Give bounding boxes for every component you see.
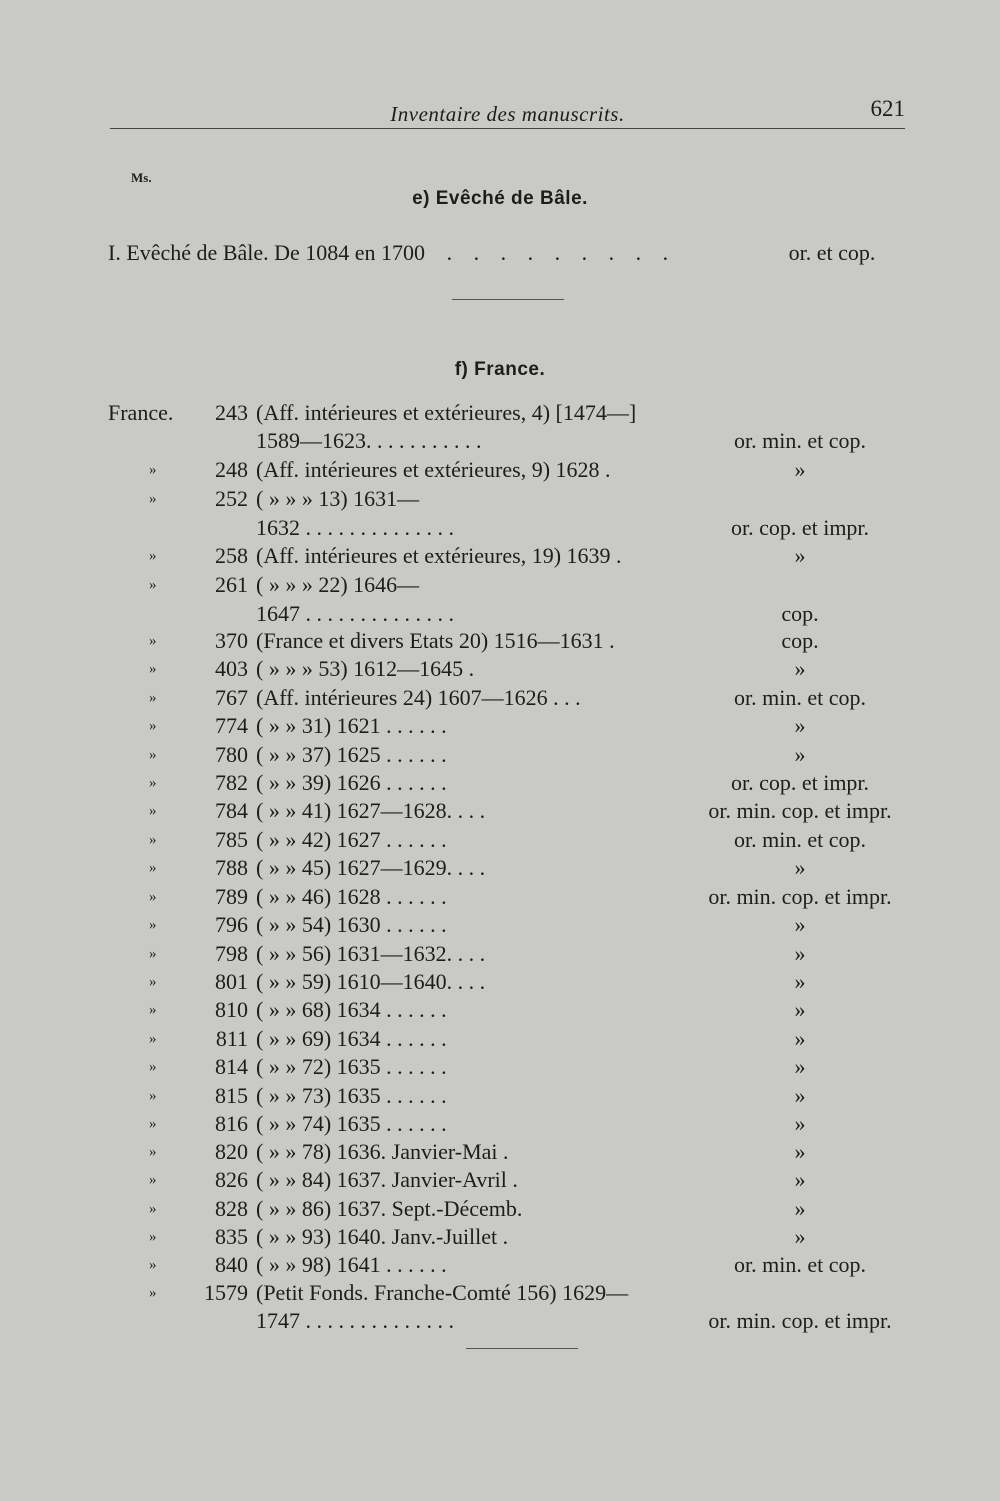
entry-status: » [794, 912, 806, 937]
list-item [0, 742, 1000, 770]
entry-description: ( » » 84) 1637. Janvier-Avril . [256, 1167, 518, 1192]
list-item [0, 997, 1000, 1025]
entry-description: ( » » 39) 1626 . . . . . . [256, 770, 447, 795]
entry-description: ( » » 46) 1628 . . . . . . [256, 884, 447, 909]
list-item-continuation [0, 1308, 1000, 1336]
list-item [0, 1280, 1000, 1308]
entry-status: » [794, 742, 806, 767]
entry-description: 1647 . . . . . . . . . . . . . . [256, 601, 454, 626]
manuscript-number: 835 [215, 1224, 248, 1249]
manuscript-number: 816 [215, 1111, 248, 1136]
row-label: France. [108, 400, 174, 425]
list-item [0, 1026, 1000, 1054]
entry-text: I. Evêché de Bâle. De 1084 en 1700 [108, 240, 426, 265]
header-rule [110, 128, 905, 129]
running-title: Inventaire des manuscrits. [390, 102, 625, 126]
section-title-france: f) France. [454, 359, 546, 380]
manuscript-number: 258 [215, 543, 248, 568]
list-item [0, 1083, 1000, 1111]
list-item [0, 798, 1000, 826]
entry-status: » [794, 941, 806, 966]
manuscript-number: 810 [215, 997, 248, 1022]
row-label: » [149, 946, 157, 962]
entry-status: or. cop. et impr. [730, 770, 870, 795]
manuscript-number: 788 [215, 855, 248, 880]
row-label: » [149, 775, 157, 791]
list-item-continuation [0, 601, 1000, 629]
entry-description: 1589—1623. . . . . . . . . . . [256, 428, 482, 453]
list-item [0, 855, 1000, 883]
section-title-eveche-de-bale: e) Evêché de Bâle. [412, 188, 588, 209]
list-item [0, 572, 1000, 600]
entry-status: or. min. cop. et impr. [708, 798, 892, 823]
running-head [110, 96, 905, 130]
row-label: » [149, 1257, 157, 1273]
entry-description: ( » » 93) 1640. Janv.-Juillet . [256, 1224, 509, 1249]
entry-description: 1747 . . . . . . . . . . . . . . [256, 1308, 454, 1333]
list-item [0, 770, 1000, 798]
entry-description: ( » » 68) 1634 . . . . . . [256, 997, 447, 1022]
manuscript-number: 801 [215, 969, 248, 994]
row-label: » [149, 917, 157, 933]
entry-description: (Petit Fonds. Franche-Comté 156) 1629— [256, 1280, 629, 1305]
entry-status: or. min. et cop. [734, 685, 866, 710]
entry-description: ( » » 74) 1635 . . . . . . [256, 1111, 447, 1136]
entry-status: or. min. et cop. [734, 428, 866, 453]
entry-description: ( » » 86) 1637. Sept.-Décemb. [256, 1196, 523, 1221]
list-item-continuation [0, 515, 1000, 543]
list-item [0, 543, 1000, 571]
row-label: » [149, 1201, 157, 1217]
list-item-continuation [0, 428, 1000, 456]
entry-description: 1632 . . . . . . . . . . . . . . [256, 515, 454, 540]
manuscript-number: 826 [215, 1167, 248, 1192]
entry-status: or. min. et cop. [734, 1252, 866, 1277]
entry-status: » [794, 969, 806, 994]
list-item [0, 912, 1000, 940]
manuscript-number: 820 [215, 1139, 248, 1164]
entry-eveche-de-bale [108, 240, 676, 266]
entry-status: cop. [781, 601, 819, 626]
entry-status: » [794, 656, 806, 681]
entry-description: ( » » » 22) 1646— [256, 572, 420, 597]
end-divider [466, 1348, 578, 1349]
entry-description: ( » » 45) 1627—1629. . . . [256, 855, 486, 880]
list-item [0, 1252, 1000, 1280]
list-item [0, 685, 1000, 713]
list-item [0, 457, 1000, 485]
entry-status: or. cop. et impr. [730, 515, 870, 540]
entry-description: ( » » 54) 1630 . . . . . . [256, 912, 447, 937]
entry-description: ( » » 98) 1641 . . . . . . [256, 1252, 447, 1277]
list-item [0, 941, 1000, 969]
row-label: » [149, 577, 157, 593]
row-label: » [149, 1031, 157, 1047]
section-divider [452, 299, 564, 300]
row-label: » [149, 690, 157, 706]
entry-description: (France et divers Etats 20) 1516—1631 . [256, 628, 615, 653]
manuscript-number: 784 [215, 798, 248, 823]
row-label: » [149, 661, 157, 677]
entry-status: » [794, 1026, 806, 1051]
manuscript-number: 811 [215, 1026, 248, 1051]
list-item [0, 969, 1000, 997]
manuscript-number: 243 [215, 400, 248, 425]
row-label: » [149, 974, 157, 990]
row-label: » [149, 1285, 157, 1301]
row-label: » [149, 747, 157, 763]
manuscript-number: 1579 [204, 1280, 248, 1305]
manuscript-number: 780 [215, 742, 248, 767]
row-label: » [149, 462, 157, 478]
list-item [0, 1139, 1000, 1167]
entry-status: or. et cop. [788, 240, 876, 265]
entry-status: cop. [781, 628, 819, 653]
manuscript-number: 370 [215, 628, 248, 653]
row-label: » [149, 1172, 157, 1188]
entry-status: » [794, 1224, 806, 1249]
entry-status: » [794, 1139, 806, 1164]
row-label: » [149, 832, 157, 848]
entry-description: ( » » 31) 1621 . . . . . . [256, 713, 447, 738]
entry-description: ( » » 41) 1627—1628. . . . [256, 798, 486, 823]
manuscript-number: 798 [215, 941, 248, 966]
list-item [0, 628, 1000, 656]
row-label: » [149, 803, 157, 819]
entry-status: » [794, 457, 806, 482]
manuscript-number: 815 [215, 1083, 248, 1108]
entry-description: ( » » 59) 1610—1640. . . . [256, 969, 486, 994]
entry-status: » [794, 855, 806, 880]
manuscript-number: 261 [215, 572, 248, 597]
manuscript-number: 248 [215, 457, 248, 482]
list-item [0, 1054, 1000, 1082]
entry-status: » [794, 543, 806, 568]
entry-description: ( » » » 13) 1631— [256, 486, 420, 511]
entry-description: ( » » 78) 1636. Janvier-Mai . [256, 1139, 509, 1164]
row-label: » [149, 1059, 157, 1075]
manuscript-number: 767 [215, 685, 248, 710]
manuscript-number: 252 [215, 486, 248, 511]
manuscript-number: 840 [215, 1252, 248, 1277]
list-item [0, 827, 1000, 855]
row-label: » [149, 718, 157, 734]
row-label: » [149, 1002, 157, 1018]
manuscript-number: 814 [215, 1054, 248, 1079]
row-label: » [149, 1229, 157, 1245]
entry-description: (Aff. intérieures et extérieures, 4) [1474—] [256, 400, 637, 425]
entry-description: ( » » 37) 1625 . . . . . . [256, 742, 447, 767]
list-item [0, 1167, 1000, 1195]
manuscript-number: 782 [215, 770, 248, 795]
list-item [0, 1111, 1000, 1139]
row-label: » [149, 889, 157, 905]
entry-status: » [794, 713, 806, 738]
entry-status: » [794, 1196, 806, 1221]
entry-description: ( » » 69) 1634 . . . . . . [256, 1026, 447, 1051]
entry-description: ( » » 56) 1631—1632. . . . [256, 941, 486, 966]
entry-status: » [794, 1167, 806, 1192]
entry-status: » [794, 1111, 806, 1136]
page-number: 621 [870, 96, 905, 121]
list-item [0, 486, 1000, 514]
entry-description: ( » » 73) 1635 . . . . . . [256, 1083, 447, 1108]
entry-status: or. min. cop. et impr. [708, 1308, 892, 1333]
row-label: » [149, 1088, 157, 1104]
entry-status: » [794, 1054, 806, 1079]
manuscript-number: 796 [215, 912, 248, 937]
ms-column-label: Ms. [131, 170, 152, 185]
manuscript-number: 789 [215, 884, 248, 909]
entry-description: ( » » 72) 1635 . . . . . . [256, 1054, 447, 1079]
row-label: » [149, 860, 157, 876]
entry-status: or. min. et cop. [734, 827, 866, 852]
list-item [0, 713, 1000, 741]
row-label: » [149, 1144, 157, 1160]
row-label: » [149, 633, 157, 649]
entry-description: ( » » » 53) 1612—1645 . [256, 656, 475, 681]
entry-description: ( » » 42) 1627 . . . . . . [256, 827, 447, 852]
manuscript-number: 403 [215, 656, 248, 681]
manuscript-number: 774 [215, 713, 248, 738]
list-item [0, 1196, 1000, 1224]
list-item [0, 656, 1000, 684]
entry-description: (Aff. intérieures et extérieures, 19) 1639 . [256, 543, 622, 568]
entry-dots: . . . . . . . . . [446, 240, 677, 265]
entry-status: or. min. cop. et impr. [708, 884, 892, 909]
row-label: » [149, 548, 157, 564]
manuscript-number: 828 [215, 1196, 248, 1221]
row-label: » [149, 1116, 157, 1132]
row-label: » [149, 491, 157, 507]
list-item [0, 400, 1000, 428]
manuscript-number: 785 [215, 827, 248, 852]
entry-description: (Aff. intérieures 24) 1607—1626 . . . [256, 685, 581, 710]
list-item [0, 1224, 1000, 1252]
entry-description: (Aff. intérieures et extérieures, 9) 1628 . [256, 457, 611, 482]
list-item [0, 884, 1000, 912]
entry-status: » [794, 997, 806, 1022]
entry-status: » [794, 1083, 806, 1108]
